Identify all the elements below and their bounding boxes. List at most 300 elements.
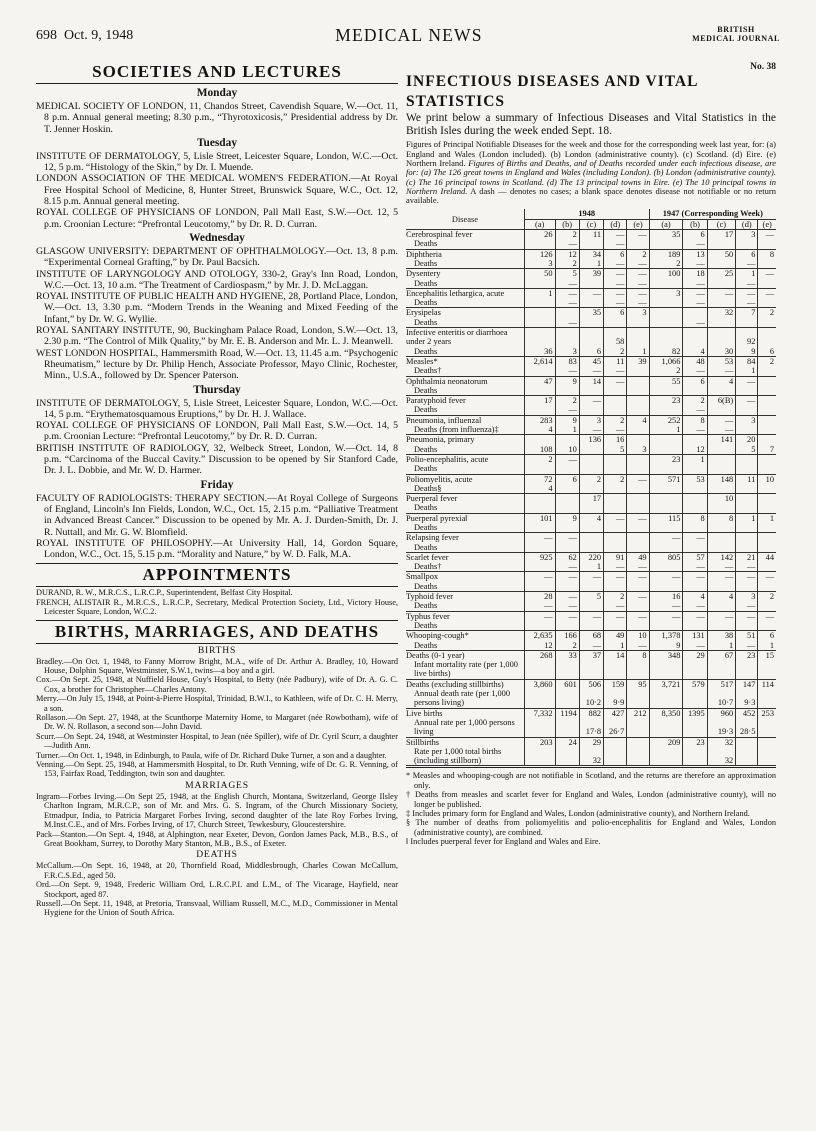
- table-row: [406, 592, 776, 602]
- appointment-entry: FRENCH, ALISTAIR R., M.R.C.S., L.R.C.P., Secretary, Medical Protection Society, Ltd., Victory House, Leicester Square, London, W.C.2.: [36, 597, 398, 617]
- deaths-cell: [579, 523, 603, 533]
- deaths-cell: [683, 747, 707, 766]
- disease-sublabel: Deaths: [406, 318, 524, 328]
- deaths-cell: [649, 318, 683, 328]
- deaths-cell: [649, 689, 683, 708]
- table-row: [406, 474, 776, 484]
- value-cell: 91: [604, 552, 627, 562]
- value-cell: [604, 396, 627, 406]
- disease-sublabel: Deaths: [406, 621, 524, 631]
- value-cell: 1: [758, 513, 776, 523]
- deaths-cell: [627, 239, 649, 249]
- disease-sublabel: Deaths: [406, 405, 524, 415]
- value-cell: —: [736, 611, 758, 621]
- value-cell: 95: [627, 679, 649, 689]
- deaths-cell: [555, 718, 579, 737]
- value-cell: —: [555, 454, 579, 464]
- deaths-cell: 1: [579, 562, 603, 572]
- value-cell: 83: [555, 356, 579, 366]
- disease-sublabel: Annual rate per 1,000 persons living: [406, 718, 524, 737]
- disease-sublabel: Deaths: [406, 543, 524, 553]
- value-cell: 26: [524, 230, 555, 240]
- deaths-cell: [649, 503, 683, 513]
- deaths-cell: [524, 318, 555, 328]
- deaths-cell: —: [736, 562, 758, 572]
- deaths-cell: [649, 386, 683, 396]
- deaths-cell: —: [627, 641, 649, 651]
- value-cell: 253: [758, 708, 776, 718]
- value-cell: [736, 533, 758, 543]
- deaths-cell: —: [683, 318, 707, 328]
- value-cell: 6: [604, 308, 627, 318]
- value-cell: 3: [627, 308, 649, 318]
- deaths-cell: [627, 405, 649, 415]
- value-cell: 2: [604, 474, 627, 484]
- deaths-cell: [758, 298, 776, 308]
- deaths-cell: 32: [707, 747, 736, 766]
- deaths-cell: [683, 621, 707, 631]
- value-cell: 283: [524, 415, 555, 425]
- value-cell: —: [555, 592, 579, 602]
- deaths-cell: [649, 543, 683, 553]
- deaths-cell: [758, 318, 776, 328]
- deaths-cell: [604, 582, 627, 592]
- deaths-cell: [579, 318, 603, 328]
- bmd-entry: Bradley.—On Oct. 1, 1948, to Fanny Morrow Bright, M.A., wife of Dr. Arthur A. Bradley, 10, Howard House, Dolphin Square, Westminster, S.W.1, twins—a boy and a girl.: [36, 656, 398, 676]
- disease-sublabel: Deaths: [406, 259, 524, 269]
- disease-label: Measles*: [406, 356, 438, 366]
- value-cell: 48: [683, 356, 707, 366]
- deaths-cell: [627, 366, 649, 376]
- deaths-cell: [555, 543, 579, 553]
- deaths-cell: [579, 239, 603, 249]
- table-row: [406, 494, 776, 504]
- value-cell: —: [604, 611, 627, 621]
- value-cell: 3: [736, 592, 758, 602]
- society-entry: FACULTY OF RADIOLOGISTS: THERAPY SECTION.—At Royal College of Surgeons of England, Lincoln's Inn Fields, London, W.C., Oct. 15, 2.15 p.m. “Palliative Treatment in Advanced Breast Cancer.” Discussion to be opened by Mr. A. J. Durden-Smith, Dr. J. R. Nuttall, and Mr. G. W. Blomfield.: [36, 492, 398, 538]
- deaths-cell: —: [683, 405, 707, 415]
- disease-label: Live births: [406, 708, 443, 718]
- table-row-deaths: [406, 259, 776, 269]
- table-row: [406, 269, 776, 279]
- deaths-cell: 108: [524, 445, 555, 455]
- value-cell: 34: [579, 249, 603, 259]
- deaths-cell: 82: [649, 347, 683, 357]
- deaths-cell: —: [579, 425, 603, 435]
- deaths-cell: [736, 582, 758, 592]
- value-cell: 9: [555, 415, 579, 425]
- deaths-cell: [707, 543, 736, 553]
- value-cell: 4: [683, 592, 707, 602]
- footnote: ‡ Includes primary form for England and Wales, London (administrative county), and Northern Ireland.: [406, 809, 750, 819]
- value-cell: [758, 454, 776, 464]
- value-cell: [758, 533, 776, 543]
- value-cell: 2: [555, 396, 579, 406]
- deaths-cell: [736, 747, 758, 766]
- table-row: [406, 650, 776, 660]
- year-1948-header: 1948: [524, 209, 649, 219]
- value-cell: —: [758, 572, 776, 582]
- deaths-cell: —: [649, 601, 683, 611]
- deaths-cell: —: [736, 641, 758, 651]
- deaths-cell: [649, 239, 683, 249]
- value-cell: 35: [649, 230, 683, 240]
- table-row: [406, 572, 776, 582]
- value-cell: 2: [555, 230, 579, 240]
- deaths-cell: —: [579, 641, 603, 651]
- value-cell: —: [604, 513, 627, 523]
- value-cell: 141: [707, 435, 736, 445]
- bmd-entry: Venning.—On Sept. 25, 1948, at Hammersmith Hospital, to Dr. Ruth Venning, wife of Dr. G. R. Venning, of 153, Fairfax Road, Teddington, twin son and daughter.: [36, 760, 398, 779]
- deaths-cell: —: [707, 366, 736, 376]
- table-row-deaths: [406, 503, 776, 513]
- disease-label: Polio-encephalitis, acute: [406, 454, 489, 464]
- footnote: † Deaths from measles and scarlet fever for England and Wales, London (administrative county), will no longer be published.: [406, 790, 776, 809]
- societies-list: [36, 85, 398, 560]
- table-row-deaths: [406, 582, 776, 592]
- disease-label: Diphtheria: [406, 249, 442, 259]
- value-cell: 4: [627, 415, 649, 425]
- deaths-cell: 3: [555, 347, 579, 357]
- value-cell: —: [758, 269, 776, 279]
- deaths-cell: —: [555, 298, 579, 308]
- table-row-deaths: [406, 464, 776, 474]
- value-cell: [524, 435, 555, 445]
- deaths-cell: 3: [524, 259, 555, 269]
- value-cell: [555, 494, 579, 504]
- society-entry: GLASGOW UNIVERSITY: DEPARTMENT OF OPHTHALMOLOGY.—Oct. 13, 8 p.m. “Experimental Corneal Grafting,” by Dr. Paul Bacsich.: [36, 245, 398, 269]
- value-cell: 10: [707, 494, 736, 504]
- statistics-table: [406, 209, 776, 766]
- deaths-cell: [604, 484, 627, 494]
- column-header: (e): [627, 219, 649, 229]
- bmd-entry: Cox.—On Sept. 25, 1948, at Nuffield House, Guy's Hospital, to Betty (née Padbury), wife of Dr. A. G. C. Cox, a brother for Christopher—Charles Antony.: [36, 675, 398, 694]
- value-cell: [758, 494, 776, 504]
- value-cell: 7,332: [524, 708, 555, 718]
- value-cell: 2: [627, 249, 649, 259]
- deaths-cell: [579, 660, 603, 679]
- value-cell: [627, 737, 649, 747]
- value-cell: 18: [683, 269, 707, 279]
- disease-label: Relapsing fever: [406, 533, 459, 543]
- table-row: [406, 328, 776, 347]
- value-cell: 506: [579, 679, 603, 689]
- value-cell: 189: [649, 249, 683, 259]
- value-cell: [524, 328, 555, 347]
- value-cell: 166: [555, 631, 579, 641]
- value-cell: 8: [627, 650, 649, 660]
- value-cell: 49: [604, 631, 627, 641]
- value-cell: —: [736, 396, 758, 406]
- deaths-cell: [627, 689, 649, 708]
- deaths-cell: —: [683, 562, 707, 572]
- value-cell: 72: [524, 474, 555, 484]
- value-cell: —: [627, 611, 649, 621]
- value-cell: 348: [649, 650, 683, 660]
- value-cell: [683, 435, 707, 445]
- value-cell: [555, 328, 579, 347]
- deaths-cell: 19·3: [707, 718, 736, 737]
- deaths-cell: [579, 582, 603, 592]
- deaths-cell: [579, 405, 603, 415]
- disease-sublabel: Infant mortality rate (per 1,000 live births): [406, 660, 524, 679]
- value-cell: 2: [758, 592, 776, 602]
- value-cell: 35: [579, 308, 603, 318]
- deaths-cell: [758, 484, 776, 494]
- disease-sublabel: Deaths: [406, 523, 524, 533]
- value-cell: 100: [649, 269, 683, 279]
- disease-sublabel: Rate per 1,000 total births (including stillborn): [406, 747, 524, 766]
- column-header: (c): [707, 219, 736, 229]
- value-cell: —: [627, 269, 649, 279]
- value-cell: —: [707, 415, 736, 425]
- deaths-cell: [524, 523, 555, 533]
- value-cell: —: [604, 269, 627, 279]
- value-cell: 960: [707, 708, 736, 718]
- value-cell: 55: [649, 376, 683, 386]
- table-row-deaths: [406, 298, 776, 308]
- value-cell: 44: [758, 552, 776, 562]
- deaths-cell: [758, 405, 776, 415]
- table-row: [406, 288, 776, 298]
- deaths-cell: —: [627, 562, 649, 572]
- value-cell: 28: [524, 592, 555, 602]
- value-cell: 17: [579, 494, 603, 504]
- deaths-cell: [707, 259, 736, 269]
- deaths-cell: [758, 601, 776, 611]
- value-cell: 2: [579, 474, 603, 484]
- table-row: [406, 356, 776, 366]
- deaths-cell: 10·7: [707, 689, 736, 708]
- deaths-cell: [604, 543, 627, 553]
- deaths-cell: 4: [524, 425, 555, 435]
- deaths-cell: 6: [758, 347, 776, 357]
- deaths-cell: —: [555, 405, 579, 415]
- deaths-cell: [627, 464, 649, 474]
- value-cell: 13: [683, 249, 707, 259]
- deaths-cell: [524, 239, 555, 249]
- deaths-cell: [683, 660, 707, 679]
- value-cell: —: [604, 376, 627, 386]
- deaths-cell: [707, 601, 736, 611]
- value-cell: 5: [555, 269, 579, 279]
- value-cell: 579: [683, 679, 707, 689]
- disease-label: Pneumonia, primary: [406, 435, 475, 445]
- value-cell: 50: [707, 249, 736, 259]
- deaths-cell: [579, 464, 603, 474]
- value-cell: 252: [649, 415, 683, 425]
- deaths-cell: —: [736, 279, 758, 289]
- value-cell: [627, 328, 649, 347]
- deaths-cell: [524, 503, 555, 513]
- deaths-cell: [736, 484, 758, 494]
- deaths-cell: [758, 464, 776, 474]
- deaths-cell: 1: [649, 425, 683, 435]
- deaths-cell: [649, 405, 683, 415]
- value-cell: 6: [604, 249, 627, 259]
- disease-header: Disease: [406, 209, 524, 229]
- deaths-cell: —: [604, 425, 627, 435]
- deaths-cell: [683, 484, 707, 494]
- value-cell: 4: [707, 376, 736, 386]
- value-cell: 11: [604, 356, 627, 366]
- value-cell: 882: [579, 708, 603, 718]
- table-row-deaths: [406, 747, 776, 766]
- value-cell: 50: [524, 269, 555, 279]
- deaths-cell: —: [707, 562, 736, 572]
- left-column: [36, 62, 398, 1124]
- value-cell: [604, 533, 627, 543]
- table-row: [406, 376, 776, 386]
- deaths-cell: —: [683, 259, 707, 269]
- value-cell: 3: [736, 230, 758, 240]
- deaths-cell: 28·5: [736, 718, 758, 737]
- value-cell: [707, 454, 736, 464]
- society-entry: BRITISH INSTITUTE OF RADIOLOGY, 32, Welbeck Street, London, W.—Oct. 14, 8 p.m. “Carcinoma of the Buccal Cavity.” Discussion to be opened by Sir Stanford Cade, Dr. J. L. Dobbie, and Mr. W. D. Harmer.: [36, 442, 398, 477]
- deaths-cell: —: [683, 279, 707, 289]
- value-cell: 2: [683, 396, 707, 406]
- value-cell: —: [604, 572, 627, 582]
- deaths-cell: [683, 582, 707, 592]
- deaths-cell: —: [683, 366, 707, 376]
- deaths-cell: 12: [683, 445, 707, 455]
- value-cell: 2: [758, 308, 776, 318]
- disease-label: Pneumonia, influenzal: [406, 415, 482, 425]
- value-cell: 58: [604, 328, 627, 347]
- deaths-cell: [524, 621, 555, 631]
- value-cell: [627, 494, 649, 504]
- deaths-cell: [758, 366, 776, 376]
- table-row-deaths: [406, 347, 776, 357]
- deaths-cell: [604, 318, 627, 328]
- value-cell: —: [604, 288, 627, 298]
- deaths-cell: [758, 582, 776, 592]
- value-cell: [604, 454, 627, 464]
- deaths-cell: [524, 464, 555, 474]
- deaths-cell: 4: [683, 347, 707, 357]
- value-cell: 517: [707, 679, 736, 689]
- society-entry: INSTITUTE OF DERMATOLOGY, 5, Lisle Street, Leicester Square, London, W.C.—Oct. 14, 5 p.m. “Erythematosquamous Eruptions,” by Dr. H. J. Wallace.: [36, 397, 398, 420]
- deaths-cell: [758, 660, 776, 679]
- value-cell: 49: [627, 552, 649, 562]
- disease-label: Dysentery: [406, 269, 441, 279]
- value-cell: 29: [683, 650, 707, 660]
- deaths-cell: [758, 386, 776, 396]
- disease-sublabel: Annual death rate (per 1,000 persons living): [406, 689, 524, 708]
- deaths-cell: [683, 689, 707, 708]
- figures-note: Figures of Principal Notifiable Diseases for the week and those for the corresponding week last year, for: (a) England and Wales (London included). (b) London (administrative county). (c) Scotland. (d) Eire. (e) Northern Ireland. Figures of Births and Deaths, and of Deaths recorded under each infectious disease, are for: (a) The 126 great towns in England and Wales (including London). (b) London (administrative county). (c) The 16 principal towns in Scotland. (d) The 13 principal towns in Eire. (e) The 10 principal towns in Northern Ireland. A dash — denotes no cases; a blank space denotes disease not notifiable or no return available.: [406, 139, 776, 206]
- value-cell: 21: [736, 552, 758, 562]
- value-cell: 8: [707, 513, 736, 523]
- value-cell: 209: [649, 737, 683, 747]
- value-cell: 7: [736, 308, 758, 318]
- value-cell: 2,614: [524, 356, 555, 366]
- value-cell: [736, 494, 758, 504]
- deaths-cell: [649, 660, 683, 679]
- value-cell: [758, 415, 776, 425]
- value-cell: [627, 435, 649, 445]
- value-cell: 23: [683, 737, 707, 747]
- value-cell: 17: [524, 396, 555, 406]
- table-row: [406, 679, 776, 689]
- page-header: [36, 22, 782, 52]
- society-entry: ROYAL INSTITUTE OF PHILOSOPHY.—At University Hall, 14, Gordon Square, London, W.C., Oct. 15, 5.15 p.m. “Morality and Nature,” by W. D. Falk, M.A.: [36, 537, 398, 561]
- value-cell: 1: [683, 454, 707, 464]
- value-cell: [758, 737, 776, 747]
- value-cell: 39: [627, 356, 649, 366]
- year-1947-header: 1947 (Corresponding Week): [649, 209, 776, 219]
- value-cell: 9: [555, 376, 579, 386]
- deaths-cell: —: [604, 279, 627, 289]
- deaths-cell: [524, 405, 555, 415]
- deaths-cell: [736, 621, 758, 631]
- value-cell: 20: [736, 435, 758, 445]
- disease-sublabel: Deaths: [406, 279, 524, 289]
- value-cell: 84: [736, 356, 758, 366]
- value-cell: 16: [604, 435, 627, 445]
- section-title: MEDICAL NEWS: [335, 25, 483, 45]
- disease-sublabel: Deaths: [406, 298, 524, 308]
- deaths-cell: —: [604, 366, 627, 376]
- value-cell: [579, 533, 603, 543]
- deaths-cell: 1: [707, 641, 736, 651]
- deaths-cell: [627, 484, 649, 494]
- deaths-cell: [524, 747, 555, 766]
- deaths-cell: [524, 689, 555, 708]
- value-cell: 147: [736, 679, 758, 689]
- value-cell: 62: [555, 552, 579, 562]
- table-row: [406, 513, 776, 523]
- value-cell: 3: [649, 288, 683, 298]
- value-cell: —: [579, 288, 603, 298]
- deaths-cell: [555, 484, 579, 494]
- value-cell: 2: [524, 454, 555, 464]
- value-cell: 427: [604, 708, 627, 718]
- deaths-cell: [627, 503, 649, 513]
- day-heading: Friday: [200, 478, 234, 491]
- deaths-cell: —: [604, 298, 627, 308]
- deaths-cell: 30: [707, 347, 736, 357]
- deaths-cell: —: [736, 601, 758, 611]
- value-cell: [736, 737, 758, 747]
- table-row: [406, 708, 776, 718]
- table-row: [406, 249, 776, 259]
- deaths-cell: —: [683, 239, 707, 249]
- value-cell: 10: [758, 474, 776, 484]
- footnote: * Measles and whooping-cough are not notifiable in Scotland, and the returns are therefore an approximation only.: [406, 771, 776, 790]
- value-cell: 3,721: [649, 679, 683, 689]
- deaths-cell: [683, 718, 707, 737]
- value-cell: 23: [736, 650, 758, 660]
- deaths-cell: [758, 425, 776, 435]
- table-row-deaths: [406, 601, 776, 611]
- deaths-cell: [758, 562, 776, 572]
- deaths-cell: [579, 445, 603, 455]
- value-cell: 29: [579, 737, 603, 747]
- deaths-cell: —: [707, 425, 736, 435]
- deaths-cell: [555, 523, 579, 533]
- deaths-cell: [524, 279, 555, 289]
- deaths-cell: 9: [649, 641, 683, 651]
- value-cell: [627, 454, 649, 464]
- value-cell: 11: [579, 230, 603, 240]
- disease-label: Deaths (excluding stillbirths): [406, 679, 504, 689]
- value-cell: [524, 308, 555, 318]
- deaths-cell: [627, 425, 649, 435]
- value-cell: 6: [683, 230, 707, 240]
- deaths-cell: [736, 239, 758, 249]
- value-cell: —: [683, 533, 707, 543]
